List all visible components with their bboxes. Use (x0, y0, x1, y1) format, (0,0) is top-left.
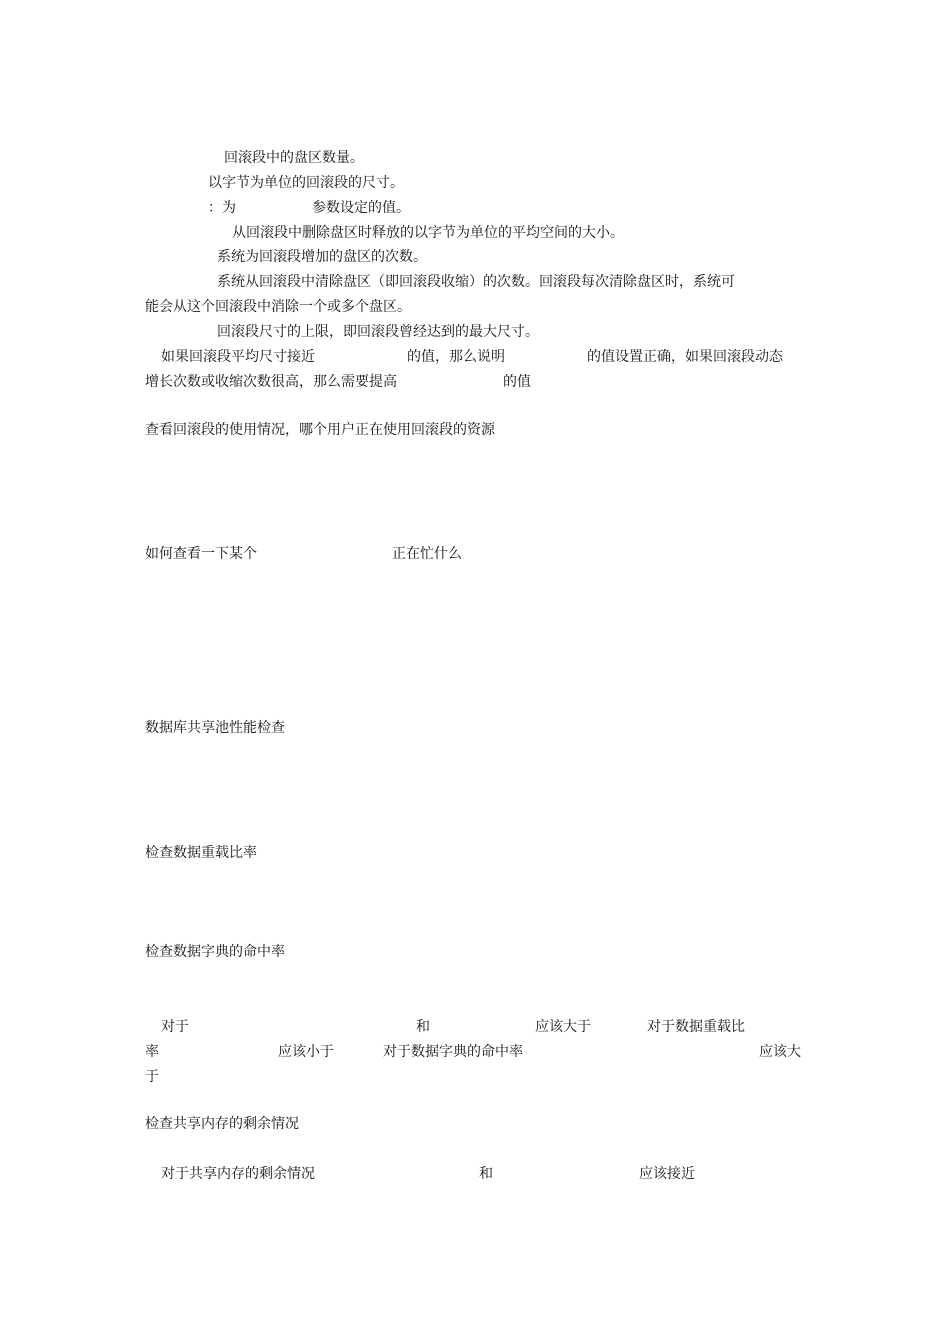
text-line: 对于共享内存的剩余情况 (161, 1166, 315, 1182)
text-line: 和 (416, 1019, 430, 1035)
section-heading: 检查数据字典的命中率 (145, 944, 285, 960)
text-line: 能会从这个回滚段中消除一个或多个盘区。 (145, 299, 411, 315)
text-line: 的值 (503, 374, 531, 390)
text-line: 从回滚段中删除盘区时释放的以字节为单位的平均空间的大小。 (232, 225, 624, 241)
text-line: 参数设定的值。 (312, 200, 410, 216)
text-line: 增长次数或收缩次数很高，那么需要提高 (145, 374, 397, 390)
section-heading: 如何查看一下某个 (145, 546, 257, 562)
section-heading: 数据库共享池性能检查 (145, 720, 285, 736)
section-heading: 检查数据重载比率 (145, 845, 257, 861)
text-line: 如果回滚段平均尺寸接近 (161, 349, 315, 365)
text-line: 以字节为单位的回滚段的尺寸。 (208, 175, 404, 191)
text-line: 的值设置正确，如果回滚段动态 (587, 349, 783, 365)
text-line: 率 (145, 1044, 159, 1060)
text-line: 应该小于 (278, 1044, 334, 1060)
text-line: 应该大 (759, 1044, 801, 1060)
text-line: 系统为回滚段增加的盘区的次数。 (217, 249, 427, 265)
section-heading: 正在忙什么 (392, 546, 462, 562)
text-line: 的值，那么说明 (407, 349, 505, 365)
text-line: 和 (479, 1166, 493, 1182)
text-line: ：为 (208, 200, 236, 216)
section-heading: 检查共享内存的剩余情况 (145, 1116, 299, 1132)
text-line: 回滚段中的盘区数量。 (224, 150, 364, 166)
text-line: 对于数据字典的命中率 (383, 1044, 523, 1060)
text-line: 于 (145, 1069, 159, 1085)
text-line: 对于数据重载比 (647, 1019, 745, 1035)
text-line: 对于 (161, 1019, 189, 1035)
text-line: 应该接近 (639, 1166, 695, 1182)
text-line: 系统从回滚段中清除盘区（即回滚段收缩）的次数。回滚段每次清除盘区时，系统可 (217, 274, 735, 290)
text-line: 应该大于 (535, 1019, 591, 1035)
text-line: 回滚段尺寸的上限，即回滚段曾经达到的最大尺寸。 (217, 324, 539, 340)
section-heading: 查看回滚段的使用情况，哪个用户正在使用回滚段的资源 (145, 422, 495, 438)
